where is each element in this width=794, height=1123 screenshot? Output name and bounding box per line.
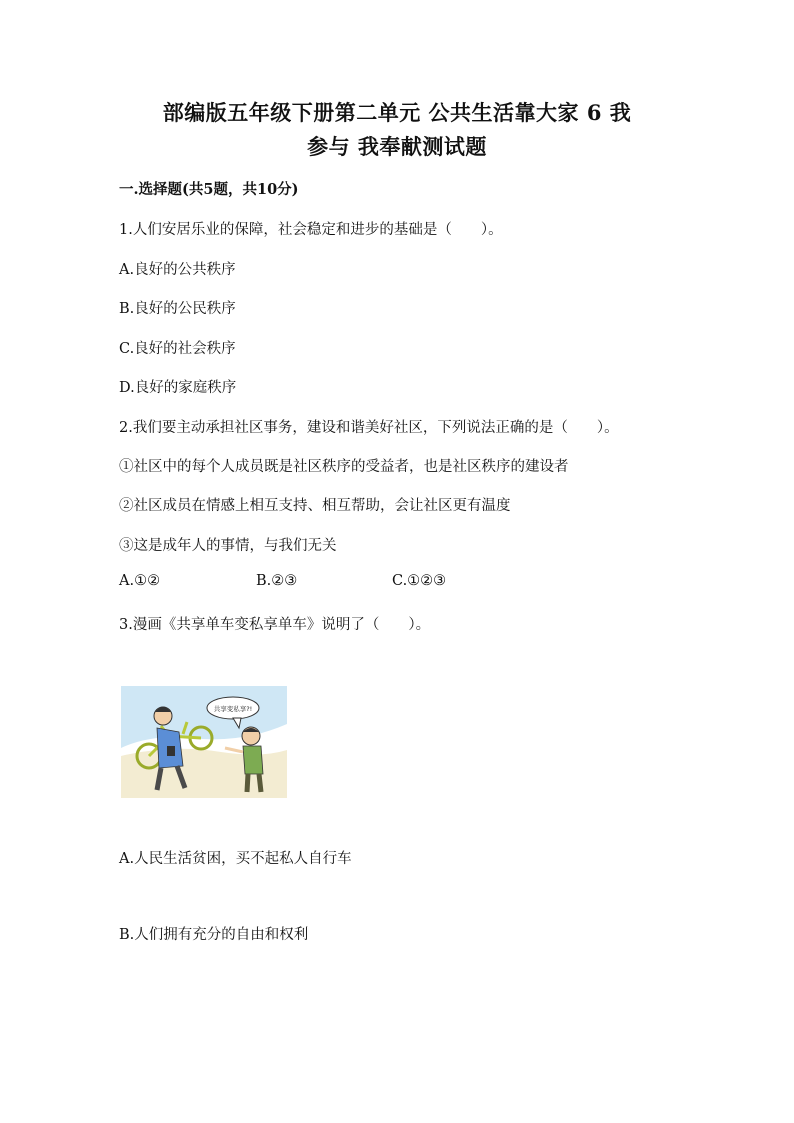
section-heading: 一.选择题(共5题，共10分) [119, 181, 299, 198]
question-3-stem: 3.漫画《共享单车变私享单车》说明了（ ）。 [119, 617, 431, 633]
question-1-stem: 1.人们安居乐业的保障，社会稳定和进步的基础是（ ）。 [119, 222, 503, 238]
question-1-option-a: A.良好的公共秩序 [119, 262, 236, 278]
page-title-line-1: 部编版五年级下册第二单元 公共生活靠大家 6 我 [162, 100, 632, 125]
question-2-statement-3: ③这是成年人的事情，与我们无关 [119, 538, 337, 554]
question-3-option-b: B.人们拥有充分的自由和权利 [119, 927, 309, 943]
question-2-statement-1: ①社区中的每个人成员既是社区秩序的受益者，也是社区秩序的建设者 [119, 459, 569, 475]
shared-bike-cartoon [121, 686, 287, 798]
question-1-option-b: B.良好的公民秩序 [119, 301, 236, 317]
question-3-option-a: A.人民生活贫困，买不起私人自行车 [119, 851, 352, 867]
speech-bubble-text: 共享变私享?! [213, 705, 253, 713]
question-2-statement-2: ②社区成员在情感上相互支持、相互帮助，会让社区更有温度 [119, 498, 511, 514]
question-2-option-b: B.②③ [256, 573, 298, 589]
question-2-option-c: C.①②③ [392, 573, 447, 589]
page-title-line-2: 参与 我奉献测试题 [307, 134, 487, 159]
question-1-option-d: D.良好的家庭秩序 [119, 380, 237, 396]
question-1-option-c: C.良好的社会秩序 [119, 341, 236, 357]
question-2-stem: 2.我们要主动承担社区事务，建设和谐美好社区，下列说法正确的是（ ）。 [119, 420, 619, 436]
question-2-option-a: A.①② [119, 573, 161, 589]
